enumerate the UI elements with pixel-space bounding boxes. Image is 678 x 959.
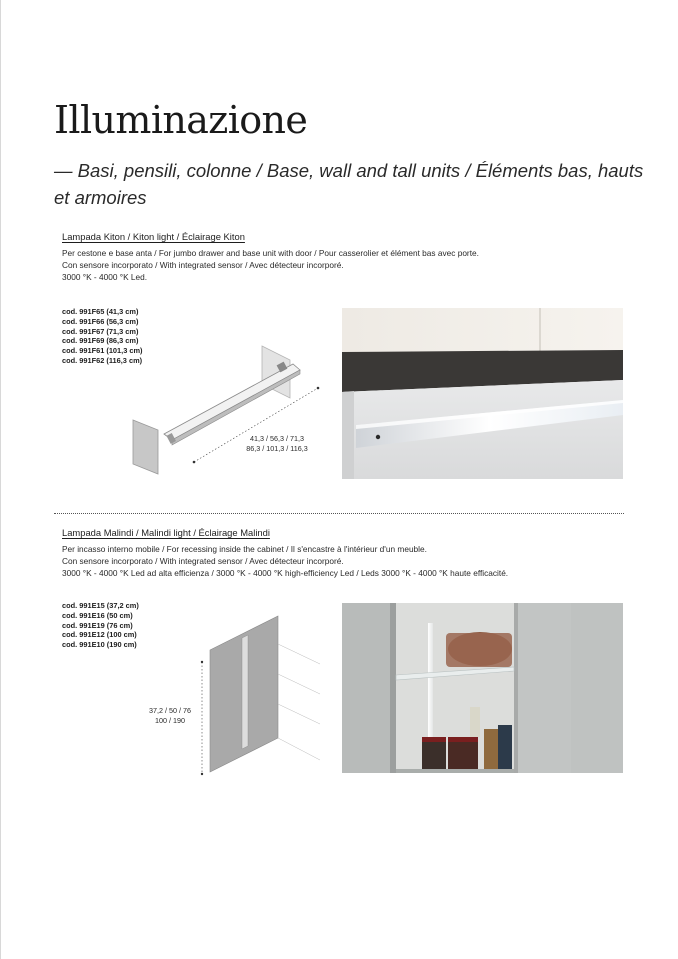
page-title: Illuminazione — [54, 98, 308, 142]
product-code: cod. 991F62 (116,3 cm) — [62, 355, 143, 365]
section-divider — [54, 513, 624, 514]
product-code: cod. 991E16 (50 cm) — [62, 610, 133, 620]
kiton-technical-drawing — [128, 338, 328, 478]
page-subtitle: — Basi, pensili, colonne / Base, wall and tall units / Éléments bas, hauts et armoires — [54, 160, 644, 208]
product-code: cod. 991F67 (71,3 cm) — [62, 326, 139, 336]
product-code: cod. 991F61 (101,3 cm) — [62, 346, 143, 356]
malindi-product-photo — [342, 603, 623, 773]
malindi-dimensions — [136, 706, 204, 726]
section-desc-line: Con sensore incorporato / With integrated sensor / Avec détecteur incorporé. — [62, 260, 344, 270]
dimension-line: 41,3 / 56,3 / 71,3 — [250, 434, 304, 443]
section-desc-line: Per cestone e base anta / For jumbo drawer and base unit with door / Pour casserolier et élément bas avec porte. — [62, 248, 479, 258]
dimension-line: 86,3 / 101,3 / 116,3 — [246, 444, 308, 453]
dimension-line: 100 / 190 — [155, 716, 185, 725]
section-desc-line: 3000 °K - 4000 °K Led. — [62, 272, 148, 282]
product-codes-malindi — [62, 601, 139, 650]
section-desc-line: 3000 °K - 4000 °K Led ad alta efficienza / 3000 °K - 4000 °K high-efficiency Led / Leds 3000 °K - 4000 °K haute efficacité. — [62, 568, 509, 578]
product-code: cod. 991E10 (190 cm) — [62, 640, 137, 650]
malindi-technical-drawing — [196, 604, 324, 776]
section-desc-line: Per incasso interno mobile / For recessing inside the cabinet / Il s'encastre à l'intérieur d'un meuble. — [62, 544, 427, 554]
kiton-dimensions — [232, 434, 322, 454]
page-edge — [0, 0, 1, 959]
kiton-product-photo — [342, 308, 623, 479]
product-code: cod. 991E12 (100 cm) — [62, 630, 137, 640]
product-code: cod. 991E19 (76 cm) — [62, 620, 133, 630]
product-code: cod. 991E15 (37,2 cm) — [62, 601, 139, 610]
section-desc-line: Con sensore incorporato / With integrated sensor / Avec détecteur incorporé. — [62, 556, 344, 566]
product-code: cod. 991F65 (41,3 cm) — [62, 307, 139, 316]
section-title-malindi: Lampada Malindi / Malindi light / Éclairage Malindi — [62, 527, 270, 538]
product-code: cod. 991F66 (56,3 cm) — [62, 316, 139, 326]
product-code: cod. 991F69 (86,3 cm) — [62, 336, 139, 346]
dimension-line: 37,2 / 50 / 76 — [149, 706, 191, 715]
section-title-kiton: Lampada Kiton / Kiton light / Éclairage Kiton — [62, 231, 245, 242]
